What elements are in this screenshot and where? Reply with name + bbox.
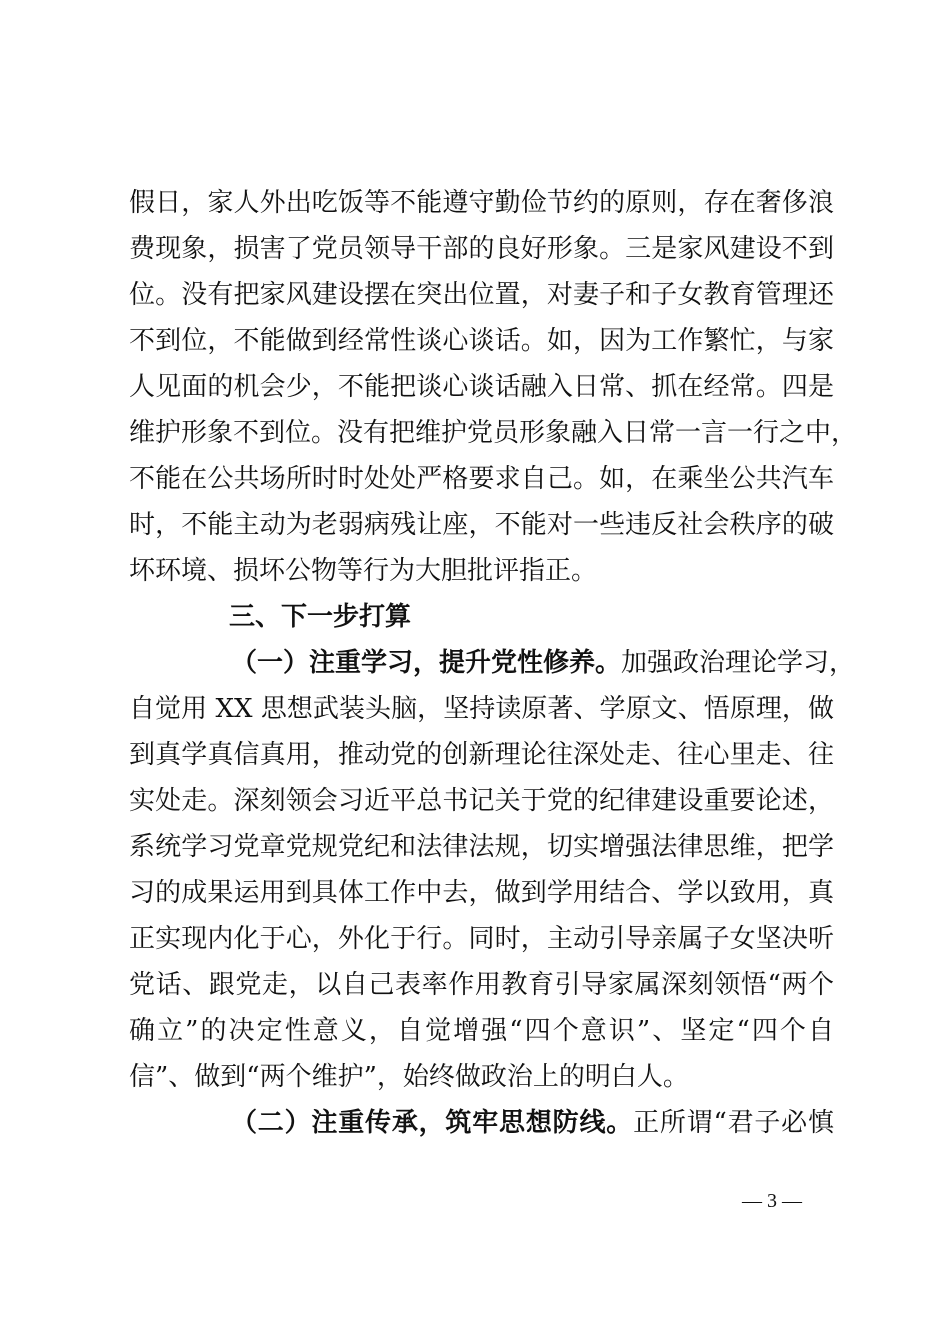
paragraph-line: 人见面的机会少，不能把谈心谈话融入日常、抓在经常。四是 — [129, 372, 834, 402]
paragraph-line: 不能在公共场所时时处处严格要求自己。如，在乘坐公共汽车 — [129, 464, 834, 494]
section-heading: 三、下一步打算 — [229, 602, 412, 632]
paragraph-line: 到真学真信真用，推动党的创新理论往深处走、往心里走、往 — [129, 740, 834, 770]
paragraph-line: 时，不能主动为老弱病残让座，不能对一些违反社会秩序的破 — [129, 510, 834, 540]
paragraph-line: 信”、做到“两个维护”，始终做政治上的明白人。 — [129, 1062, 689, 1092]
subsection-1-lead: （一）注重学习，提升党性修养。 — [231, 648, 622, 678]
paragraph-line: 假日，家人外出吃饭等不能遵守勤俭节约的原则，存在奢侈浪 — [129, 188, 834, 218]
subsection-2-first-line — [129, 1100, 834, 1146]
paragraph-line: 维护形象不到位。没有把维护党员形象融入日常一言一行之中， — [129, 418, 858, 448]
paragraph-line: 不到位，不能做到经常性谈心谈话。如，因为工作繁忙，与家 — [129, 326, 834, 356]
paragraph-line: 实处走。深刻领会习近平总书记关于党的纪律建设重要论述， — [129, 786, 834, 816]
page-number: — 3 — — [742, 1190, 802, 1212]
paragraph-line: 费现象，损害了党员领导干部的良好形象。三是家风建设不到 — [129, 234, 834, 264]
paragraph-line: 正实现内化于心，外化于行。同时，主动引导亲属子女坚决听 — [129, 924, 834, 954]
paragraph-line: 坏环境、损坏公物等行为大胆批评指正。 — [129, 556, 598, 586]
body-text — [129, 180, 858, 1146]
paragraph-line: 习的成果运用到具体工作中去，做到学用结合、学以致用，真 — [129, 878, 834, 908]
subsection-2-lead: （二）注重传承，筑牢思想防线。 — [231, 1108, 634, 1138]
paragraph-line: 自觉用 XX 思想武装头脑，坚持读原著、学原文、悟原理，做 — [129, 694, 834, 724]
paragraph-line: 党话、跟党走，以自己表率作用教育引导家属深刻领悟“两个 — [129, 970, 834, 1000]
paragraph-line: 确立”的决定性意义，自觉增强“四个意识”、坚定“四个自 — [129, 1016, 834, 1046]
subsection-1-first-rest: 加强政治理论学习， — [621, 648, 856, 678]
paragraph-line: 系统学习党章党规党纪和法律法规，切实增强法律思维，把学 — [129, 832, 834, 862]
paragraph-line: 位。没有把家风建设摆在突出位置，对妻子和子女教育管理还 — [129, 280, 834, 310]
subsection-1-first-line — [129, 640, 856, 686]
subsection-2-first-rest: 正所谓“君子必慎 — [633, 1108, 834, 1138]
